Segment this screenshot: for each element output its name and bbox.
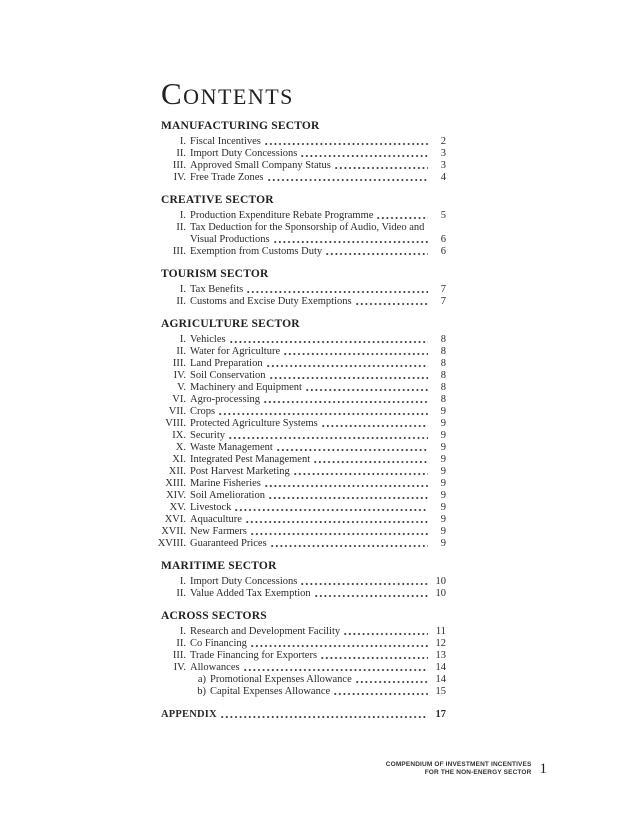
entry-label: Production Expenditure Rebate Programme [190, 209, 374, 221]
entry-label: Water for Agriculture [190, 345, 281, 357]
entry-numeral: a) [197, 673, 206, 685]
entry-numeral: II. [176, 295, 186, 307]
entry-label: Aquaculture [190, 513, 242, 525]
entry-numeral: VI. [172, 393, 186, 405]
dot-leader [221, 715, 428, 719]
section-header: ACROSS SECTORS [161, 609, 267, 622]
section-header: TOURISM SECTOR [161, 267, 269, 280]
toc-entry [143, 576, 446, 588]
entry-label: Import Duty Concessions [190, 575, 298, 587]
entry-label: Security [190, 429, 225, 441]
toc-section [143, 120, 446, 184]
entry-numeral: IV. [173, 369, 186, 381]
entry-label: Capital Expenses Allowance [210, 685, 331, 697]
appendix-entry [143, 709, 446, 721]
toc-entry [143, 430, 446, 442]
toc-entry [143, 382, 446, 394]
entry-label: Import Duty Concessions [190, 147, 298, 159]
dot-leader [229, 436, 428, 440]
entry-numeral: XVII. [161, 525, 186, 537]
entry-page-number: 9 [440, 429, 446, 441]
entry-page-number: 7 [440, 283, 446, 295]
entry-page-number: 5 [440, 209, 446, 221]
dot-leader [314, 460, 428, 464]
entry-label: Agro-processing [190, 393, 260, 405]
dot-leader [271, 544, 428, 548]
toc-entry [143, 514, 446, 526]
page-title: Contents [161, 76, 294, 111]
dot-leader [356, 680, 428, 684]
entry-numeral: XVI. [164, 513, 186, 525]
entry-numeral: III. [172, 649, 186, 661]
entry-page-number: 9 [440, 441, 446, 453]
entry-label: Crops [190, 405, 216, 417]
toc-entry [143, 284, 446, 296]
dot-leader [321, 656, 428, 660]
entry-label: Exemption from Customs Duty [190, 245, 323, 257]
entry-numeral: X. [175, 441, 186, 453]
dot-leader [264, 400, 428, 404]
toc-entry [143, 526, 446, 538]
entry-numeral: I. [179, 625, 186, 637]
entry-label: Value Added Tax Exemption [190, 587, 311, 599]
entry-page-number: 6 [440, 245, 446, 257]
toc-entry [143, 246, 446, 258]
entry-label: Tax Deduction for the Sponsorship of Audio, Video and [190, 221, 425, 233]
entry-numeral: I. [179, 283, 186, 295]
entry-numeral: IX. [172, 429, 186, 441]
entry-page-number: 3 [440, 147, 446, 159]
section-header: MARITIME SECTOR [161, 559, 277, 572]
toc-entry [143, 234, 446, 246]
dot-leader [244, 668, 428, 672]
dot-leader [356, 302, 428, 306]
dot-leader [219, 412, 428, 416]
dot-leader [315, 594, 428, 598]
entry-numeral: I. [179, 575, 186, 587]
dot-leader [267, 364, 428, 368]
entry-numeral: II. [176, 221, 186, 233]
dot-leader [246, 520, 428, 524]
entry-page-number: 9 [440, 537, 446, 549]
page-number: 1 [539, 761, 547, 777]
entry-page-number: 4 [440, 171, 446, 183]
entry-numeral: XV. [169, 501, 186, 513]
dot-leader [377, 216, 428, 220]
toc-entry [143, 370, 446, 382]
entry-page-number: 9 [440, 417, 446, 429]
entry-label: Promotional Expenses Allowance [210, 673, 352, 685]
entry-page-number: 9 [440, 405, 446, 417]
toc-entry [143, 172, 446, 184]
toc-entry [143, 418, 446, 430]
dot-leader [294, 472, 428, 476]
entry-page-number: 14 [435, 673, 446, 685]
dot-leader [277, 448, 428, 452]
entry-label: New Farmers [190, 525, 247, 537]
dot-leader [301, 582, 428, 586]
dot-leader [270, 376, 428, 380]
toc-entry [143, 406, 446, 418]
entry-label: Free Trade Zones [190, 171, 264, 183]
dot-leader [251, 532, 428, 536]
toc-entry [143, 160, 446, 172]
entry-page-number: 17 [435, 708, 446, 720]
toc-entry [143, 148, 446, 160]
entry-page-number: 9 [440, 501, 446, 513]
entry-numeral: II. [176, 587, 186, 599]
entry-label: Marine Fisheries [190, 477, 261, 489]
entry-page-number: 10 [435, 575, 446, 587]
dot-leader [235, 508, 428, 512]
toc-entry [143, 358, 446, 370]
section-header: MANUFACTURING SECTOR [161, 119, 320, 132]
toc-entry [143, 662, 446, 674]
entry-label: Allowances [190, 661, 240, 673]
toc-entry [143, 394, 446, 406]
entry-page-number: 8 [440, 393, 446, 405]
entry-numeral: XII. [168, 465, 186, 477]
entry-page-number: 8 [440, 333, 446, 345]
entry-label: Approved Small Company Status [190, 159, 331, 171]
entry-page-number: 8 [440, 369, 446, 381]
dot-leader [326, 252, 428, 256]
toc-section [143, 560, 446, 600]
toc-entry [143, 502, 446, 514]
toc-entry [143, 490, 446, 502]
entry-numeral: II. [176, 637, 186, 649]
dot-leader [247, 290, 428, 294]
entry-page-number: 9 [440, 489, 446, 501]
toc-entry [143, 442, 446, 454]
entry-numeral: III. [172, 245, 186, 257]
entry-numeral: XIII. [165, 477, 186, 489]
page-footer [386, 761, 547, 777]
entry-page-number: 8 [440, 357, 446, 369]
entry-label: Research and Development Facility [190, 625, 341, 637]
entry-page-number: 11 [435, 625, 446, 637]
entry-page-number: 9 [440, 513, 446, 525]
toc-entry [143, 538, 446, 550]
toc-entry [143, 638, 446, 650]
toc-section [143, 610, 446, 698]
toc-entry [143, 334, 446, 346]
entry-numeral: III. [172, 357, 186, 369]
entry-numeral: IV. [173, 171, 186, 183]
entry-label: Vehicles [190, 333, 226, 345]
toc-entry [143, 346, 446, 358]
toc-entry [143, 686, 446, 698]
toc-entry [143, 222, 446, 234]
dot-leader [284, 352, 428, 356]
entry-page-number: 9 [440, 453, 446, 465]
toc-section [143, 268, 446, 308]
entry-page-number: 6 [440, 233, 446, 245]
entry-label: Soil Conservation [190, 369, 266, 381]
entry-label: Protected Agriculture Systems [190, 417, 318, 429]
entry-numeral: XI. [172, 453, 186, 465]
toc-entry [143, 296, 446, 308]
entry-numeral: II. [176, 147, 186, 159]
entry-page-number: 9 [440, 465, 446, 477]
table-of-contents [143, 120, 446, 698]
entry-numeral: I. [179, 135, 186, 147]
entry-page-number: 8 [440, 345, 446, 357]
toc-entry [143, 454, 446, 466]
entry-page-number: 9 [440, 477, 446, 489]
entry-label: Guaranteed Prices [190, 537, 267, 549]
entry-label: Waste Management [190, 441, 273, 453]
toc-entry [143, 210, 446, 222]
toc-entry [143, 588, 446, 600]
dot-leader [301, 154, 428, 158]
entry-numeral: IV. [173, 661, 186, 673]
dot-leader [265, 484, 428, 488]
dot-leader [268, 178, 429, 182]
entry-numeral: b) [197, 685, 206, 697]
dot-leader [274, 240, 428, 244]
dot-leader [334, 692, 428, 696]
entry-page-number: 15 [435, 685, 446, 697]
entry-numeral: XVIII. [157, 537, 186, 549]
section-header: CREATIVE SECTOR [161, 193, 274, 206]
entry-page-number: 8 [440, 381, 446, 393]
entry-label: Fiscal Incentives [190, 135, 261, 147]
entry-label: Land Preparation [190, 357, 263, 369]
section-header: AGRICULTURE SECTOR [161, 317, 300, 330]
entry-numeral: XIV. [166, 489, 186, 501]
entry-label: Soil Amelioration [190, 489, 265, 501]
toc-entry [143, 650, 446, 662]
entry-numeral: VIII. [165, 417, 186, 429]
dot-leader [306, 388, 428, 392]
dot-leader [322, 424, 428, 428]
entry-numeral: V. [177, 381, 186, 393]
entry-label: Livestock [190, 501, 232, 513]
dot-leader [230, 340, 428, 344]
entry-label: Integrated Pest Management [190, 453, 311, 465]
entry-page-number: 12 [435, 637, 446, 649]
entry-page-number: 14 [435, 661, 446, 673]
dot-leader [251, 644, 428, 648]
toc-entry [143, 674, 446, 686]
entry-numeral: VII. [168, 405, 186, 417]
entry-label: Post Harvest Marketing [190, 465, 290, 477]
entry-numeral: I. [179, 209, 186, 221]
toc-entry [143, 466, 446, 478]
entry-page-number: 2 [440, 135, 446, 147]
entry-numeral: I. [179, 333, 186, 345]
dot-leader [344, 632, 428, 636]
dot-leader [335, 166, 428, 170]
entry-page-number: 10 [435, 587, 446, 599]
entry-page-number: 7 [440, 295, 446, 307]
entry-page-number: 3 [440, 159, 446, 171]
entry-numeral: II. [176, 345, 186, 357]
dot-leader [269, 496, 428, 500]
entry-label: Machinery and Equipment [190, 381, 302, 393]
entry-label: Trade Financing for Exporters [190, 649, 318, 661]
footer-line1: COMPENDIUM OF INVESTMENT INCENTIVES [385, 761, 532, 768]
entry-label: Customs and Excise Duty Exemptions [190, 295, 352, 307]
entry-label: Tax Benefits [190, 283, 244, 295]
toc-content [143, 78, 446, 721]
dot-leader [265, 142, 428, 146]
entry-page-number: 9 [440, 525, 446, 537]
toc-section [143, 194, 446, 258]
entry-numeral: III. [172, 159, 186, 171]
entry-label: APPENDIX [161, 708, 217, 720]
footer-text [386, 761, 532, 777]
entry-label: Visual Productions [190, 233, 270, 245]
toc-section [143, 318, 446, 550]
footer-line2: FOR THE NON-ENERGY SECTOR [424, 769, 532, 776]
entry-page-number: 13 [435, 649, 446, 661]
toc-entry [143, 136, 446, 148]
toc-entry [143, 626, 446, 638]
entry-label: Co Financing [190, 637, 247, 649]
toc-entry [143, 478, 446, 490]
